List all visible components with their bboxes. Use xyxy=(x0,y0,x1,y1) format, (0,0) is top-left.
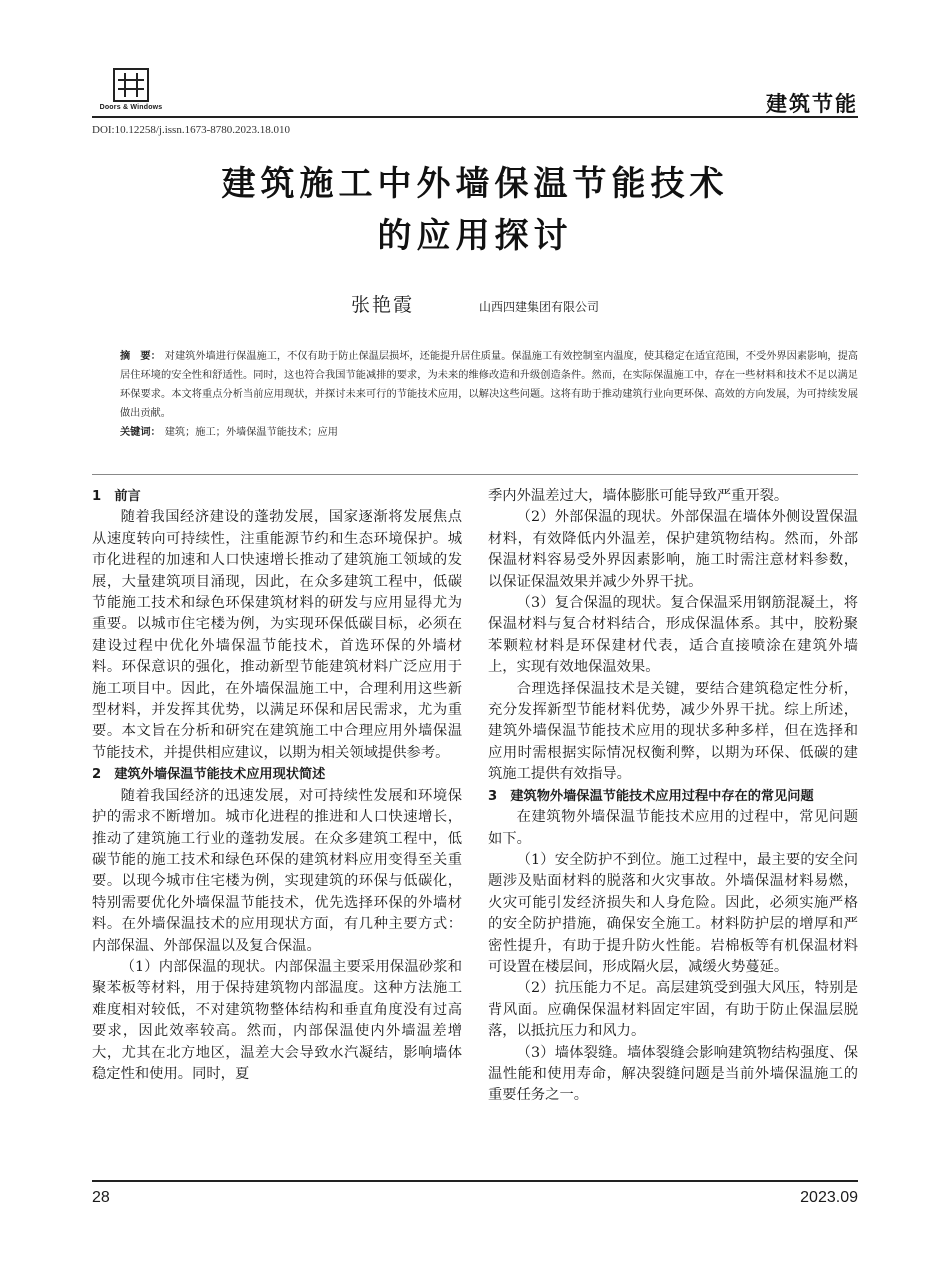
title-line-1: 建筑施工中外墙保温节能技术 xyxy=(221,164,729,204)
left-column xyxy=(92,486,462,1085)
abstract-text: 对建筑外墙进行保温施工，不仅有助于防止保温层损坏，还能提升居住质量。保温施工有效控制室内温度，使其稳定在适宜范围，不受外界因素影响，提高居住环境的安全性和舒适性。同时，这也符合我国节能减排的要求，为未来的维修改造和升级创造条件。然而，在实际保温施工中，存在一些材料和技术不足以满足环保要求。本文将重点分析当前应用现状，并探讨未来可行的节能技术应用，以解决这些问题。这将有助于推动建筑行业向更环保、高效的方向发展，为可持续发展做出贡献。 xyxy=(120,351,858,419)
paragraph: 随着我国经济的迅速发展，对可持续性发展和环境保护的需求不断增加。城市化进程的推进和人口快速增长，推动了建筑施工行业的蓬勃发展。在众多建筑工程中，低碳节能的施工技术和绿色环保的建筑材料应用变得至关重要。以现今城市住宅楼为例，实现建筑的环保与低碳化，特别需要优化外墙保温节能技术，优先选择环保的外墙材料。在外墙保温技术的应用现状方面，有几种主要方式：内部保温、外部保温以及复合保温。 xyxy=(92,787,462,954)
heading-1: 1 前言 xyxy=(92,489,141,504)
right-column xyxy=(488,486,858,1107)
footer-rule xyxy=(92,1180,858,1182)
paragraph: （3）复合保温的现状。复合保温采用钢筋混凝土，将保温材料与复合材料结合，形成保温体系。其中，胶粉聚苯颗粒材料是环保建材代表，适合直接喷涂在建筑外墙上，实现有效地保温效果。 xyxy=(488,595,858,676)
doi: DOI:10.12258/j.issn.1673-8780.2023.18.010 xyxy=(92,124,290,136)
article-title xyxy=(0,158,950,262)
paragraph: （2）抗压能力不足。高层建筑受到强大风压，特别是背风面。应确保保温材料固定牢固，有助于防止保温层脱落，以抵抗压力和风力。 xyxy=(488,980,858,1040)
logo-text: Doors & Windows xyxy=(99,104,163,111)
keywords-text: 建筑；施工；外墙保温节能技术；应用 xyxy=(164,427,338,438)
paragraph: 季内外温差过大，墙体膨胀可能导致严重开裂。 xyxy=(488,488,789,504)
paragraph: （1）安全防护不到位。施工过程中，最主要的安全问题涉及贴面材料的脱落和火灾事故。外墙保温材料易燃，火灾可能引发经济损失和人身危险。因此，必须实施严格的安全防护措施，确保安全施工。材料防护层的增厚和严密性提升，有助于提升防火性能。岩棉板等有机保温材料可设置在楼层间，形成隔火层，减缓火势蔓延。 xyxy=(488,851,858,975)
heading-2: 2 建筑外墙保温节能技术应用现状简述 xyxy=(92,767,326,783)
paragraph: 随着我国经济建设的蓬勃发展，国家逐渐将发展焦点从速度转向可持续性，注重能源节约和生态环境保护。城市化进程的加速和人口快速增长推动了建筑施工领域的发展，大量建筑项目涌现，因此，在众多建筑工程中，低碳节能施工技术和绿色环保建筑材料的研发与应用显得尤为重要。以城市住宅楼为例，为实现环保低碳目标，必须在建设过程中优化外墙保温节能技术，首选环保的外墙材料。环保意识的强化，推动新型节能建筑材料广泛应用于施工项目中。因此，在外墙保温施工中，合理利用这些新型材料，并发挥其优势，以满足环保和居民需求，尤为重要。本文旨在分析和研究在建筑施工中合理应用外墙保温节能技术，并提供相应建议，以期为相关领域提供参考。 xyxy=(92,509,462,761)
paragraph: 在建筑物外墙保温节能技术应用的过程中，常见问题如下。 xyxy=(488,809,858,847)
paragraph: （1）内部保温的现状。内部保温主要采用保温砂浆和聚苯板等材料，用于保持建筑物内部温度。这种方法施工难度相对较低，不对建筑物整体结构和垂直角度没有过高要求，因此效率较高。然而，内部保温使内外墙温差增大，尤其在北方地区，温差大会导致水汽凝结，影响墙体稳定性和使用。同时，夏 xyxy=(92,958,462,1082)
section-tag: 建筑节能 xyxy=(766,91,858,116)
window-icon xyxy=(113,68,149,102)
paragraph: 合理选择保温技术是关键，要结合建筑稳定性分析，充分发挥新型节能材料优势，减少外界干扰。综上所述，建筑外墙保温节能技术应用的现状多种多样，但在选择和应用时需根据实际情况权衡利弊，以期为环保、低碳的建筑施工提供有效指导。 xyxy=(488,680,858,783)
keywords-label: 关键词： xyxy=(120,427,161,438)
title-line-2: 的应用探讨 xyxy=(377,216,573,256)
body-rule xyxy=(92,474,858,475)
paragraph: （3）墙体裂缝。墙体裂缝会影响建筑物结构强度、保温性能和使用寿命，解决裂缝问题是当前外墙保温施工的重要任务之一。 xyxy=(488,1044,858,1104)
page-number: 28 xyxy=(92,1189,110,1206)
abstract-body xyxy=(120,347,858,423)
journal-logo xyxy=(92,68,170,111)
header-rule xyxy=(92,116,858,118)
paragraph: （2）外部保温的现状。外部保温在墙体外侧设置保温材料，有效降低内外温差，保护建筑物结构。然而，外部保温材料容易受外界因素影响，施工时需注意材料参数，以保证保温效果并减少外界干扰。 xyxy=(488,509,858,590)
affiliation: 山西四建集团有限公司 xyxy=(479,300,600,314)
abstract xyxy=(120,347,858,442)
issue-date: 2023.09 xyxy=(800,1189,858,1206)
keywords xyxy=(120,423,858,442)
heading-3: 3 建筑物外墙保温节能技术应用过程中存在的常见问题 xyxy=(488,788,814,804)
abstract-label: 摘 要： xyxy=(120,351,161,362)
byline xyxy=(0,290,950,317)
author: 张艳霞 xyxy=(350,294,414,316)
